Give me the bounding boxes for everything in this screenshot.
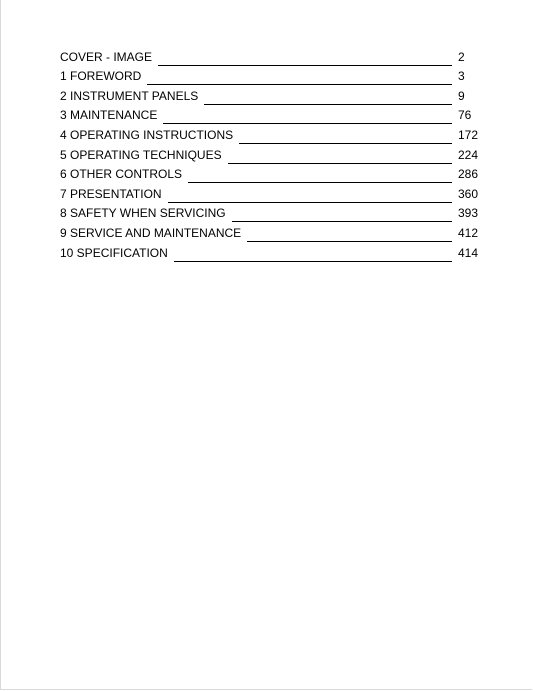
toc-entry-operating-techniques[interactable] [60, 145, 480, 165]
toc-entry-page: 2 [458, 49, 465, 64]
toc-entry-title: 2 INSTRUMENT PANELS [60, 88, 199, 103]
table-of-contents [60, 47, 480, 263]
toc-leader-line [147, 84, 452, 85]
toc-entry-page: 3 [458, 69, 465, 84]
toc-entry-title: 9 SERVICE AND MAINTENANCE [60, 225, 242, 240]
toc-entry-operating-instructions[interactable] [60, 125, 480, 145]
toc-entry-presentation[interactable] [60, 184, 480, 204]
toc-leader-line [188, 182, 452, 183]
toc-entry-page: 412 [458, 225, 479, 240]
toc-leader-line [232, 221, 452, 222]
toc-leader-line [239, 143, 452, 144]
toc-entry-page: 172 [458, 127, 479, 142]
toc-entry-title: 8 SAFETY WHEN SERVICING [60, 206, 226, 221]
toc-entry-instrument-panels[interactable] [60, 86, 480, 106]
toc-entry-title: 6 OTHER CONTROLS [60, 167, 183, 182]
toc-entry-title: COVER - IMAGE [60, 49, 153, 64]
toc-leader-line [168, 202, 452, 203]
toc-leader-line [228, 163, 452, 164]
toc-leader-line [204, 104, 452, 105]
toc-entry-title: 10 SPECIFICATION [60, 245, 168, 260]
toc-leader-line [174, 261, 452, 262]
toc-entry-foreword[interactable] [60, 67, 480, 87]
toc-leader-line [247, 241, 452, 242]
toc-leader-line [158, 65, 452, 66]
toc-entry-page: 76 [458, 108, 472, 123]
toc-leader-line [163, 123, 452, 124]
toc-entry-title: 3 MAINTENANCE [60, 108, 158, 123]
toc-entry-maintenance[interactable] [60, 106, 480, 126]
toc-entry-title: 5 OPERATING TECHNIQUES [60, 147, 222, 162]
toc-entry-page: 9 [458, 88, 465, 103]
toc-entry-title: 1 FOREWORD [60, 69, 142, 84]
toc-entry-cover[interactable] [60, 47, 480, 67]
toc-entry-page: 414 [458, 245, 479, 260]
toc-entry-specification[interactable] [60, 243, 480, 263]
toc-entry-page: 286 [458, 167, 479, 182]
toc-entry-safety-when-servicing[interactable] [60, 204, 480, 224]
toc-entry-page: 393 [458, 206, 479, 221]
toc-entry-title: 7 PRESENTATION [60, 186, 162, 201]
toc-entry-title: 4 OPERATING INSTRUCTIONS [60, 127, 234, 142]
toc-entry-other-controls[interactable] [60, 165, 480, 185]
toc-entry-page: 224 [458, 147, 479, 162]
toc-entry-service-and-maintenance[interactable] [60, 223, 480, 243]
toc-entry-page: 360 [458, 186, 479, 201]
